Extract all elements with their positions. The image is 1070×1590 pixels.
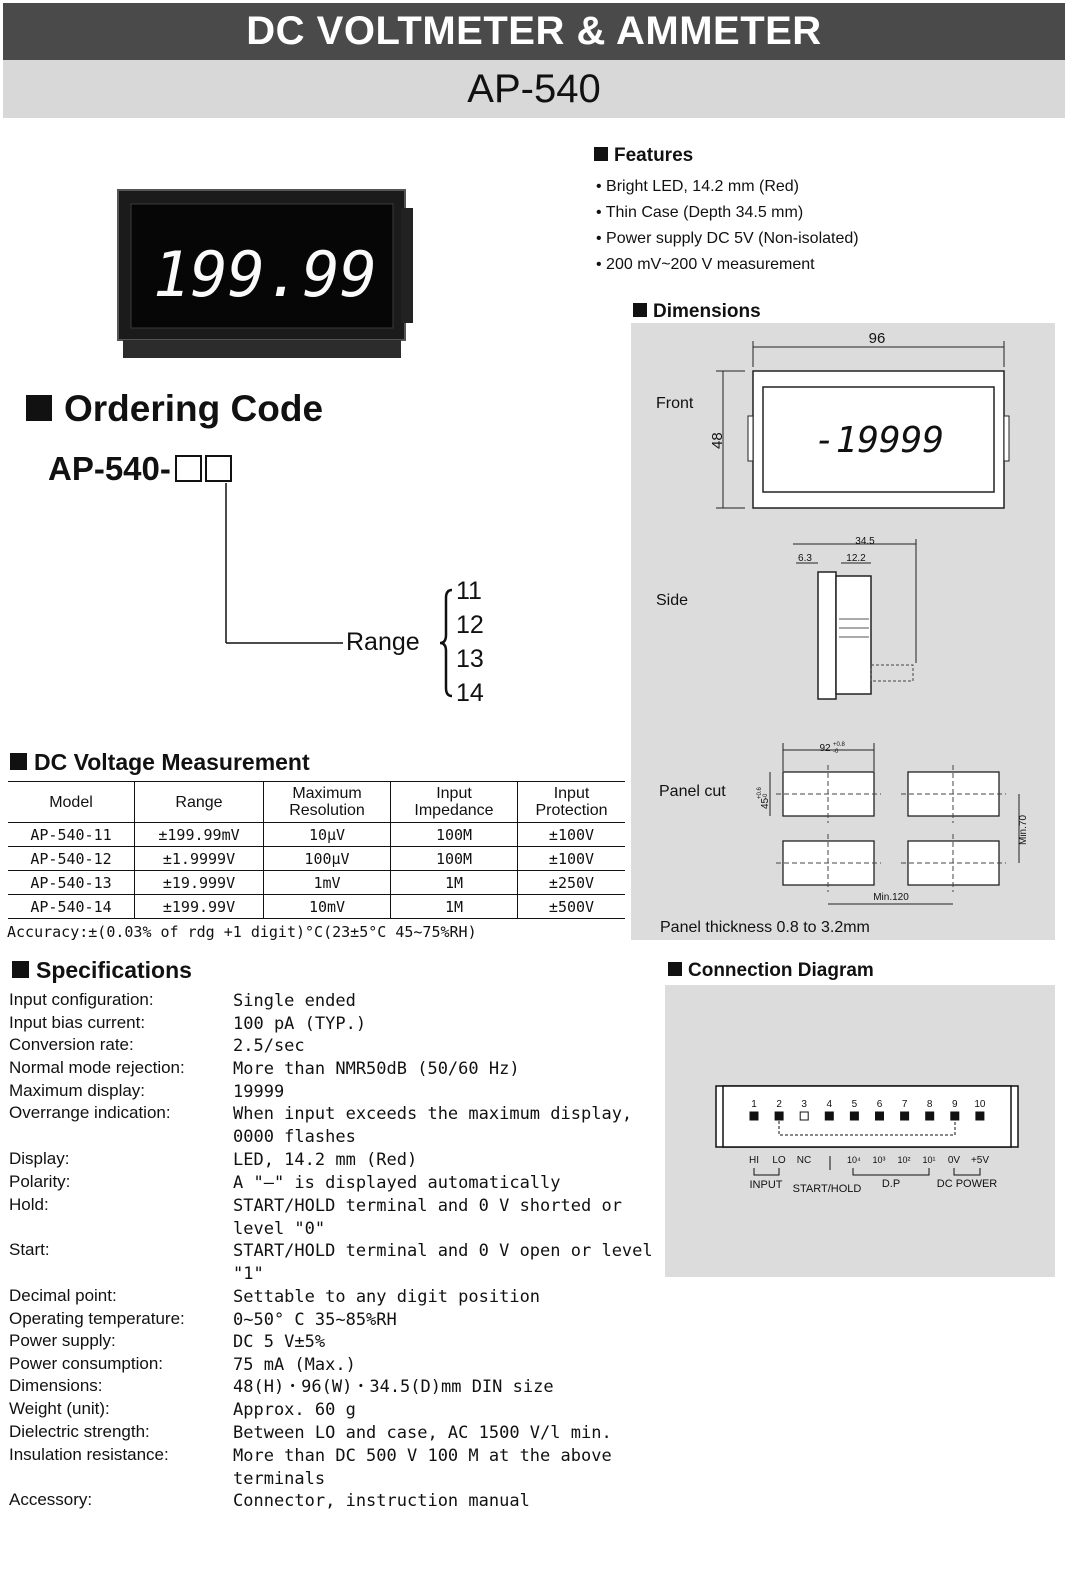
cut-height-tol2: -0 — [763, 793, 769, 799]
cell-resolution: 10mV — [264, 895, 391, 919]
pin-label: 10³ — [872, 1155, 886, 1165]
cell-protection: ±500V — [518, 895, 626, 919]
spec-value: Settable to any digit position — [233, 1287, 541, 1307]
cell-resolution: 10µV — [264, 823, 391, 847]
spec-label: Operating temperature: — [9, 1309, 185, 1328]
spec-label: Overrange indication: — [9, 1103, 171, 1122]
pin-terminal — [901, 1112, 909, 1120]
meter-image — [115, 188, 415, 363]
features-list — [596, 178, 859, 282]
table-row — [8, 847, 625, 871]
range-option: 12 — [456, 611, 484, 639]
spec-label: Display: — [9, 1149, 70, 1168]
range-option: 14 — [456, 679, 484, 707]
range-label: Range — [346, 628, 420, 656]
cell-impedance: 100M — [391, 823, 518, 847]
ordering-code: AP-540- — [48, 450, 232, 488]
spec-label: Input bias current: — [9, 1013, 146, 1032]
width-dim: 96 — [868, 330, 886, 347]
model-bar — [3, 60, 1065, 118]
spec-value: 48(H)・96(W)・34.5(D)mm DIN size — [233, 1377, 554, 1397]
pin-terminal — [951, 1112, 959, 1120]
column-header: Input Protection — [518, 782, 626, 823]
pin-terminal — [876, 1112, 884, 1120]
bullet-square-icon — [26, 395, 52, 421]
code-box-1 — [175, 455, 202, 482]
group-input: INPUT — [749, 1179, 783, 1191]
bullet-square-icon — [594, 147, 608, 161]
cell-impedance: 1M — [391, 871, 518, 895]
pin-number: 6 — [876, 1099, 883, 1110]
depth-dim: 34.5 — [855, 536, 875, 547]
front-display: -19999 — [813, 420, 945, 461]
spec-value: 75 mA (Max.) — [233, 1355, 356, 1375]
cell-model: AP-540-11 — [8, 823, 135, 847]
front-label: Front — [656, 395, 694, 412]
pin-label: +5V — [970, 1155, 990, 1166]
pin-terminal — [926, 1112, 934, 1120]
cell-resolution: 1mV — [264, 871, 391, 895]
pin-number: 9 — [952, 1099, 958, 1110]
pin-label: LO — [772, 1155, 786, 1166]
cut-width-tol: +0.8 — [833, 742, 845, 748]
table-header-row — [8, 782, 625, 823]
connection-diagram — [665, 985, 1055, 1277]
spec-label: Insulation resistance: — [9, 1445, 169, 1464]
pin-number: 3 — [801, 1099, 807, 1110]
spec-value: 100 pA (TYP.) — [233, 1014, 367, 1034]
spec-value: More than NMR50dB (50/60 Hz) — [233, 1059, 520, 1079]
group-dp: D.P — [881, 1178, 901, 1190]
spec-label: Conversion rate: — [9, 1035, 134, 1054]
cell-model: AP-540-14 — [8, 895, 135, 919]
cell-range: ±19.999V — [135, 871, 264, 895]
range-options — [456, 574, 484, 710]
spec-value: When input exceeds the maximum display, 0000 flashes — [233, 1104, 633, 1147]
table-row — [8, 823, 625, 847]
column-header: Range — [135, 782, 264, 823]
panel-thickness-note: Panel thickness 0.8 to 3.2mm — [660, 919, 870, 936]
pin-terminal — [750, 1112, 758, 1120]
cell-range: ±199.99mV — [135, 823, 264, 847]
dimensions-drawing — [631, 323, 1055, 940]
feature-item: • 200 mV~200 V measurement — [596, 256, 815, 273]
table-row — [8, 895, 625, 919]
pin-number: 4 — [826, 1099, 833, 1110]
pin-terminal — [775, 1112, 783, 1120]
meter-reading: 199.99 — [153, 238, 377, 311]
spec-value: DC 5 V±5% — [233, 1332, 326, 1352]
feature-item: • Power supply DC 5V (Non-isolated) — [596, 230, 859, 247]
bullet-square-icon — [10, 753, 27, 770]
spec-label: Power consumption: — [9, 1354, 164, 1373]
spec-label: Start: — [9, 1240, 50, 1259]
features-heading: Features — [594, 145, 693, 167]
pin-number: 2 — [776, 1099, 782, 1110]
spec-label: Hold: — [9, 1195, 49, 1214]
column-header: Maximum Resolution — [264, 782, 391, 823]
pin-terminal — [825, 1112, 833, 1120]
range-option: 11 — [456, 577, 482, 605]
cell-model: AP-540-12 — [8, 847, 135, 871]
spec-label: Polarity: — [9, 1172, 71, 1191]
cut-height-dim: 45 — [760, 797, 771, 809]
cell-impedance: 100M — [391, 847, 518, 871]
pin-number: 10 — [974, 1099, 986, 1110]
model-title: AP-540 — [467, 67, 601, 111]
spec-label: Normal mode rejection: — [9, 1058, 185, 1077]
cell-range: ±199.99V — [135, 895, 264, 919]
pin-number: 8 — [926, 1099, 933, 1110]
connector-dim: 12.2 — [846, 553, 866, 564]
pin-number: 5 — [851, 1099, 858, 1110]
spec-label: Input configuration: — [9, 990, 154, 1009]
spec-value: Approx. 60 g — [233, 1400, 356, 1420]
side-label: Side — [656, 592, 689, 609]
spec-value: 19999 — [233, 1082, 285, 1102]
cell-protection: ±100V — [518, 847, 626, 871]
range-option: 13 — [456, 645, 484, 673]
pin-label: 10⁴ — [847, 1155, 861, 1165]
spec-label: Dimensions: — [9, 1376, 103, 1395]
group-start-hold: START/HOLD — [792, 1183, 862, 1195]
feature-item: • Thin Case (Depth 34.5 mm) — [596, 204, 804, 221]
page-title: DC VOLTMETER & AMMETER — [246, 9, 822, 53]
cell-resolution: 100µV — [264, 847, 391, 871]
min-v-dim: Min.70 — [1018, 814, 1029, 845]
height-dim: 48 — [709, 432, 726, 449]
cut-height-tol: +0.6 — [757, 787, 763, 799]
pin-label: 0V — [947, 1155, 961, 1166]
pin-terminal — [800, 1112, 808, 1120]
spec-label: Decimal point: — [9, 1286, 117, 1305]
code-box-2 — [205, 455, 232, 482]
bullet-square-icon — [12, 961, 29, 978]
cell-protection: ±250V — [518, 871, 626, 895]
cut-width-dim: 92 — [819, 743, 831, 754]
column-header: Model — [8, 782, 135, 823]
table-row — [8, 871, 625, 895]
cut-width-tol2: -0 — [833, 749, 839, 755]
column-header: Input Impedance — [391, 782, 518, 823]
connection-heading: Connection Diagram — [668, 960, 874, 982]
ordering-heading: Ordering Code — [26, 388, 323, 430]
spec-label: Power supply: — [9, 1331, 116, 1350]
pin-label: HI — [749, 1155, 759, 1166]
cell-protection: ±100V — [518, 823, 626, 847]
group-power: DC POWER — [936, 1178, 998, 1190]
pin-number: 7 — [901, 1099, 908, 1110]
spec-value: LED, 14.2 mm (Red) — [233, 1150, 418, 1170]
spec-value: More than DC 500 V 100 M at the above terminals — [233, 1446, 612, 1489]
dc-voltage-heading: DC Voltage Measurement — [10, 749, 310, 776]
pin-number: 1 — [751, 1099, 757, 1110]
spec-value: A "–" is displayed automatically — [233, 1173, 561, 1193]
dc-voltage-table — [8, 781, 625, 919]
cell-model: AP-540-13 — [8, 871, 135, 895]
pin-label: 10² — [897, 1155, 911, 1165]
bullet-square-icon — [668, 962, 682, 976]
spec-label: Weight (unit): — [9, 1399, 110, 1418]
pin-label: NC — [796, 1155, 812, 1166]
product-photo — [115, 188, 415, 363]
title-bar — [3, 3, 1065, 60]
panel-cut-label: Panel cut — [659, 783, 726, 800]
pin-label: 10¹ — [922, 1155, 936, 1165]
pin-terminal — [976, 1112, 984, 1120]
feature-item: • Bright LED, 14.2 mm (Red) — [596, 178, 799, 195]
dimensions-heading: Dimensions — [633, 301, 761, 323]
spec-value: 0~50° C 35~85%RH — [233, 1310, 397, 1330]
cell-impedance: 1M — [391, 895, 518, 919]
spec-value: START/HOLD terminal and 0 V shorted or level "0" — [233, 1196, 622, 1239]
spec-label: Dielectric strength: — [9, 1422, 150, 1441]
accuracy-note: Accuracy:±(0.03% of rdg +1 digit)°C(23±5°C 45~75%RH) — [7, 923, 477, 941]
spec-label: Maximum display: — [9, 1081, 146, 1100]
spec-value: Between LO and case, AC 1500 V/l min. — [233, 1423, 612, 1443]
specifications-heading: Specifications — [12, 957, 192, 984]
spec-value: 2.5/sec — [233, 1036, 305, 1056]
range-connector-diagram — [200, 480, 500, 710]
min-h-dim: Min.120 — [873, 892, 909, 903]
cell-range: ±1.9999V — [135, 847, 264, 871]
spec-value: START/HOLD terminal and 0 V open or level "1" — [233, 1241, 653, 1284]
bullet-square-icon — [633, 303, 647, 317]
spec-label: Accessory: — [9, 1490, 93, 1509]
pin-terminal — [850, 1112, 858, 1120]
spec-value: Connector, instruction manual — [233, 1491, 530, 1511]
spec-value: Single ended — [233, 991, 356, 1011]
bezel-dim: 6.3 — [798, 553, 812, 564]
